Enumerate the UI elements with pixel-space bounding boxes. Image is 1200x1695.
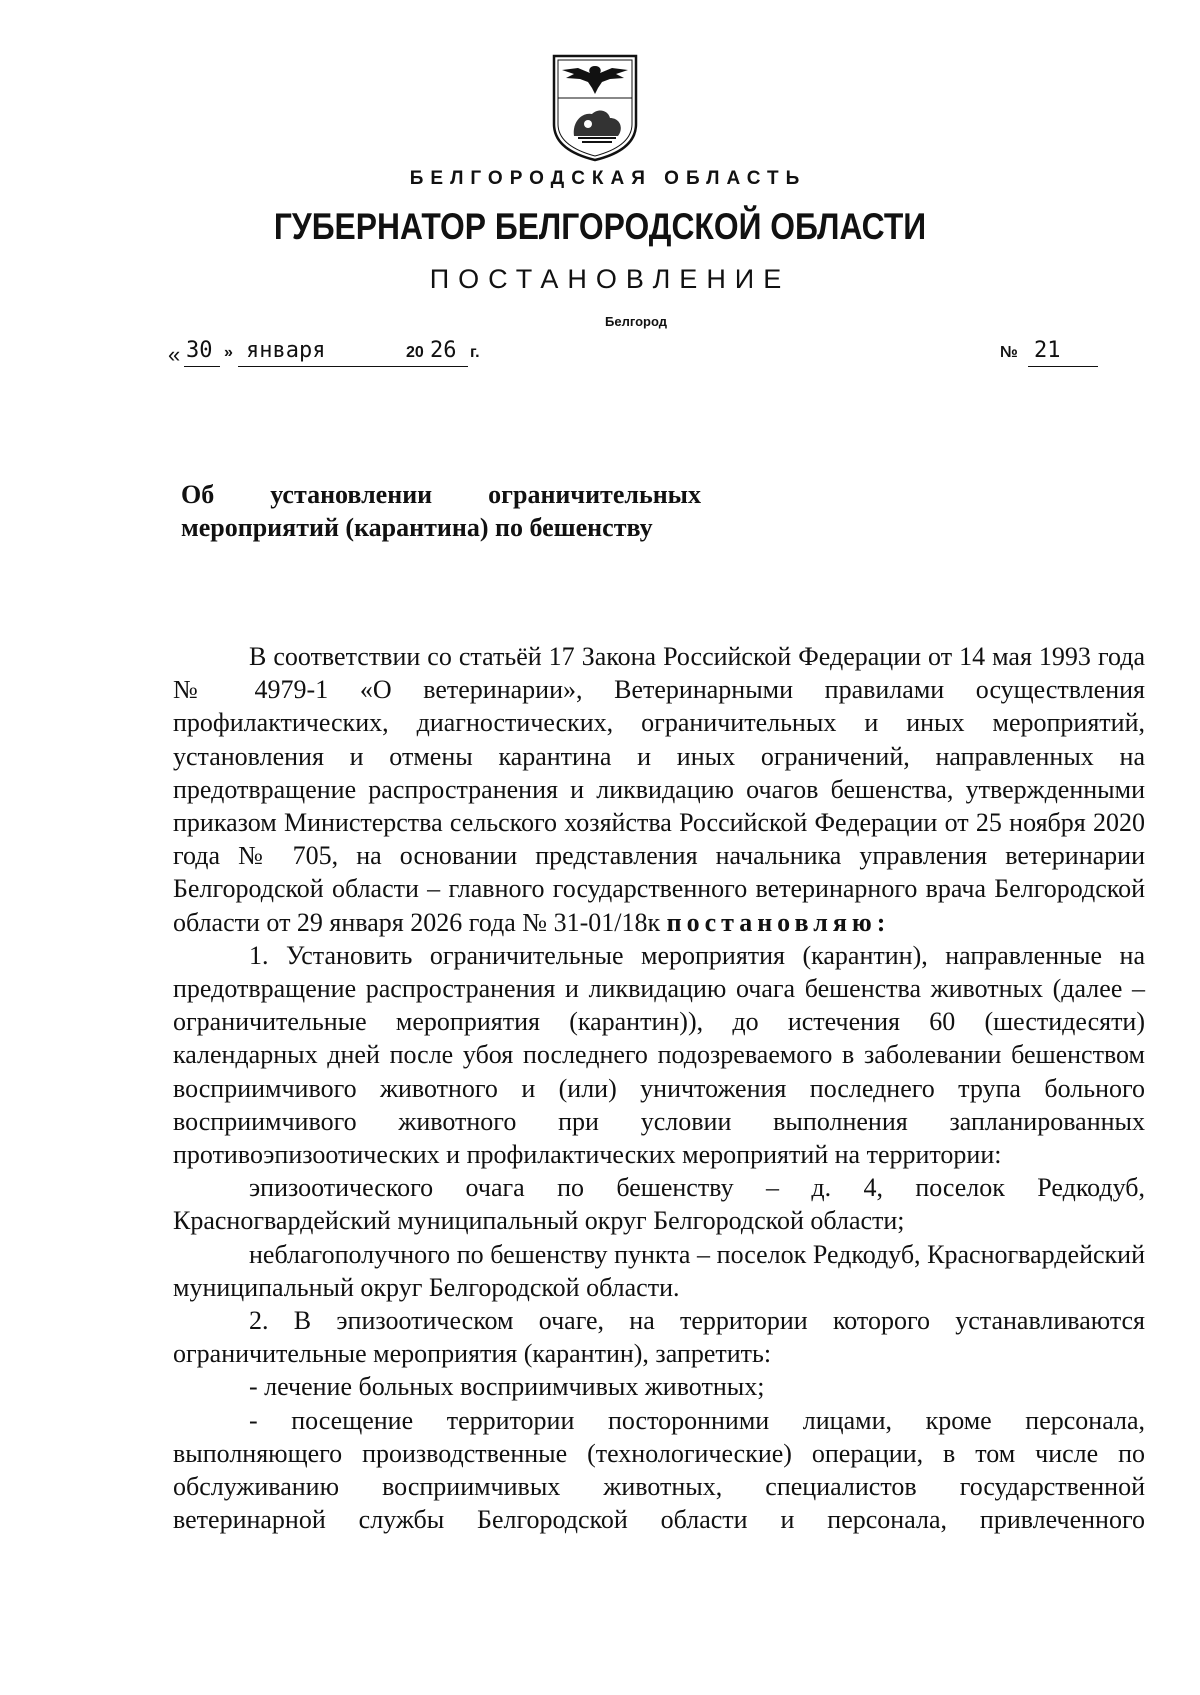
decree-number: 21 bbox=[1034, 338, 1061, 363]
decree-heading: ПОСТАНОВЛЕНИЕ bbox=[429, 264, 791, 294]
date-year-suffix: 26 bbox=[430, 338, 457, 363]
title-line-1 bbox=[181, 478, 701, 511]
title-line-2: мероприятий (карантина) по бешенству bbox=[181, 513, 653, 542]
number-field bbox=[1028, 338, 1098, 367]
title-word: Об bbox=[181, 480, 215, 509]
number-label: № bbox=[1000, 344, 1018, 361]
item-1-focus-paragraph: эпизоотического очага по бешенству – д. 4, поселок Редкодуб, Красногвардейский муниципальный округ Белгородской области; bbox=[173, 1173, 1145, 1236]
item-2-paragraph: 2. В эпизоотическом очаге, на территории которого устанавливаются ограничительные мероприятия (карантин), запретить: bbox=[173, 1306, 1145, 1369]
decree-word: постановляю: bbox=[666, 907, 891, 937]
document-body bbox=[173, 640, 1145, 1536]
date-year-prefix: 20 bbox=[406, 344, 424, 361]
title-word: ограничительных bbox=[488, 480, 701, 509]
date-open-quote: « bbox=[168, 342, 181, 367]
date-month: января bbox=[246, 338, 326, 363]
title-word: установлении bbox=[270, 480, 433, 509]
region-heading: БЕЛГОРОДСКАЯ ОБЛАСТЬ bbox=[409, 168, 807, 189]
date-year-field bbox=[428, 338, 468, 367]
document-title bbox=[181, 478, 701, 544]
date-month-field bbox=[238, 338, 428, 367]
belgorod-coat-of-arms-icon bbox=[548, 52, 642, 162]
governor-heading: ГУБЕРНАТОР БЕЛГОРОДСКОЙ ОБЛАСТИ bbox=[273, 206, 927, 247]
date-day-field bbox=[184, 338, 220, 367]
city-label: Белгород bbox=[605, 314, 667, 329]
dateline bbox=[168, 338, 1128, 378]
item-1-point-paragraph: неблагополучного по бешенству пункта – поселок Редкодуб, Красногвардейский муниципальный округ Белгородской области. bbox=[173, 1239, 1145, 1302]
item-2-visits-paragraph: - посещение территории посторонними лицами, кроме персонала, выполняющего производственные (технологические) операции, в том числе по обслуживанию восприимчивых животных, специалистов государственной ветеринарной службы Белгородской области и персонала, привлеченного bbox=[173, 1405, 1145, 1535]
item-1-paragraph: 1. Установить ограничительные мероприятия (карантин), направленные на предотвращение распространения и ликвидацию очага бешенства животных (далее – ограничительные мероприятия (карантин)), до истечения 60 (шестидесяти) календарных дней после убоя последнего подозреваемого в заболевании бешенством восприимчивого животного и (или) уничтожения последнего трупа больного восприимчивого животного при условии выполнения запланированных противоэпизоотических и профилактических мероприятий на территории: bbox=[173, 940, 1145, 1170]
preamble-paragraph bbox=[173, 640, 1145, 939]
date-day: 30 bbox=[186, 338, 213, 363]
date-year-abbr: г. bbox=[470, 344, 480, 361]
preamble-text: В соответствии со статьёй 17 Закона Российской Федерации от 14 мая 1993 года № 4979-1 «О ветеринарии», Ветеринарными правилами осуществления профилактических, диагностических, ограничительных и иных мероприятий, установления и отмены карантина и иных ограничений, направленных на предотвращение распространения и ликвидацию очагов бешенства, утвержденными приказом Министерства сельского хозяйства Российской Федерации от 25 ноября 2020 года № 705, на основании представления начальника управления ветеринарии Белгородской области – главного государственного ветеринарного врача Белгородской области от 29 января 2026 года № 31-01/18к bbox=[173, 642, 1145, 937]
item-2-treatment-paragraph: - лечение больных восприимчивых животных; bbox=[249, 1372, 765, 1402]
date-close-quote: » bbox=[224, 344, 233, 361]
